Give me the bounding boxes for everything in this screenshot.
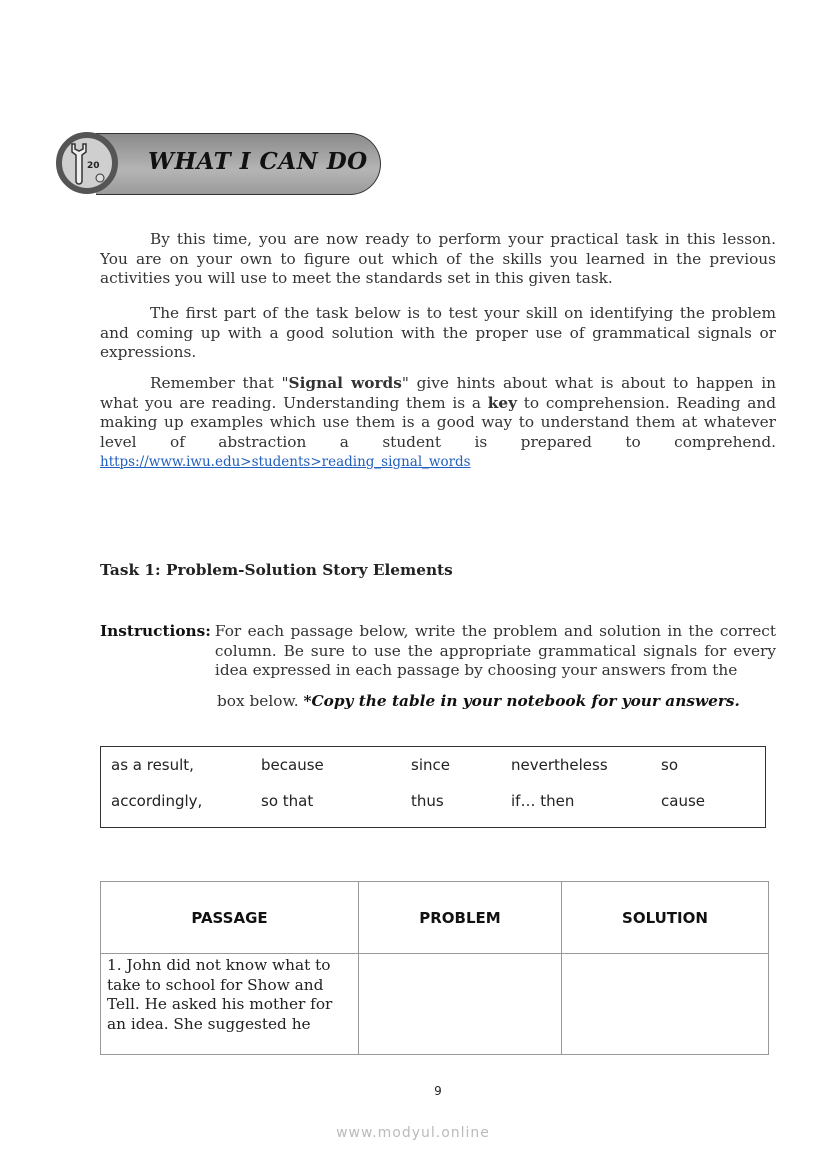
bold-text: key — [487, 393, 517, 412]
signal-word: if… then — [511, 792, 575, 810]
task-title: Task 1: Problem-Solution Story Elements — [100, 561, 453, 579]
signal-word: so that — [261, 792, 314, 810]
signal-word: nevertheless — [511, 756, 608, 774]
problem-solution-table — [100, 881, 769, 1055]
page-number: 9 — [434, 1084, 442, 1098]
signal-word: cause — [661, 792, 705, 810]
signal-word: as a result, — [111, 756, 194, 774]
instructions — [100, 622, 776, 711]
signal-word: since — [411, 756, 450, 774]
paragraph-text — [100, 374, 776, 452]
signal-word-box — [100, 746, 766, 828]
signal-words-paragraph — [100, 374, 776, 473]
solution-cell[interactable] — [562, 954, 769, 1055]
svg-text:20: 20 — [87, 161, 100, 171]
header-problem: PROBLEM — [359, 882, 562, 954]
watermark: www.modyul.online — [336, 1125, 490, 1141]
text: Remember that " — [150, 374, 289, 392]
instructions-emphasis: *Copy the table in your notebook for your answers. — [303, 691, 740, 710]
text: " give hints about what is about to happen in what you are reading. Understanding them is a — [100, 374, 776, 412]
intro-paragraph-1 — [100, 230, 776, 289]
header-solution: SOLUTION — [562, 882, 769, 954]
bold-text: Signal words — [288, 374, 402, 392]
paragraph-text: The first part of the task below is to test your skill on identifying the problem and coming up with a good solution with the proper use of grammatical signals or expressions. — [100, 304, 776, 361]
table-header-row — [101, 882, 769, 954]
signal-word: because — [261, 756, 324, 774]
passage-cell: 1. John did not know what to take to school for Show and Tell. He asked his mother for an idea. She suggested he — [101, 954, 359, 1055]
wrench-tools-icon — [56, 132, 118, 194]
paragraph-text: By this time, you are now ready to perform your practical task in this lesson. You are on your own to figure out which of the skills you learned in the previous activities you will use to meet the standards set in this given task. — [100, 230, 776, 287]
section-title: WHAT I CAN DO — [148, 148, 368, 175]
header-passage: PASSAGE — [101, 882, 359, 954]
instructions-text-2: box below. — [217, 691, 299, 710]
table-row — [101, 954, 769, 1055]
text: to comprehension. Reading and making up examples which use them is a good way to understand them at whatever level of abstraction a student is prepared to comprehend. — [100, 393, 777, 451]
instructions-label: Instructions: — [100, 622, 211, 640]
signal-word: so — [661, 756, 678, 774]
problem-cell[interactable] — [359, 954, 562, 1055]
source-link[interactable]: https://www.iwu.edu>students>reading_signal_words — [100, 454, 471, 470]
signal-word: accordingly, — [111, 792, 203, 810]
section-banner — [56, 132, 382, 196]
signal-word: thus — [411, 792, 444, 810]
intro-paragraph-2 — [100, 304, 776, 363]
instructions-text: For each passage below, write the problem and solution in the correct column. Be sure to use the appropriate grammatical signals for every idea expressed in each passage by choosing your answers from the — [214, 622, 776, 679]
